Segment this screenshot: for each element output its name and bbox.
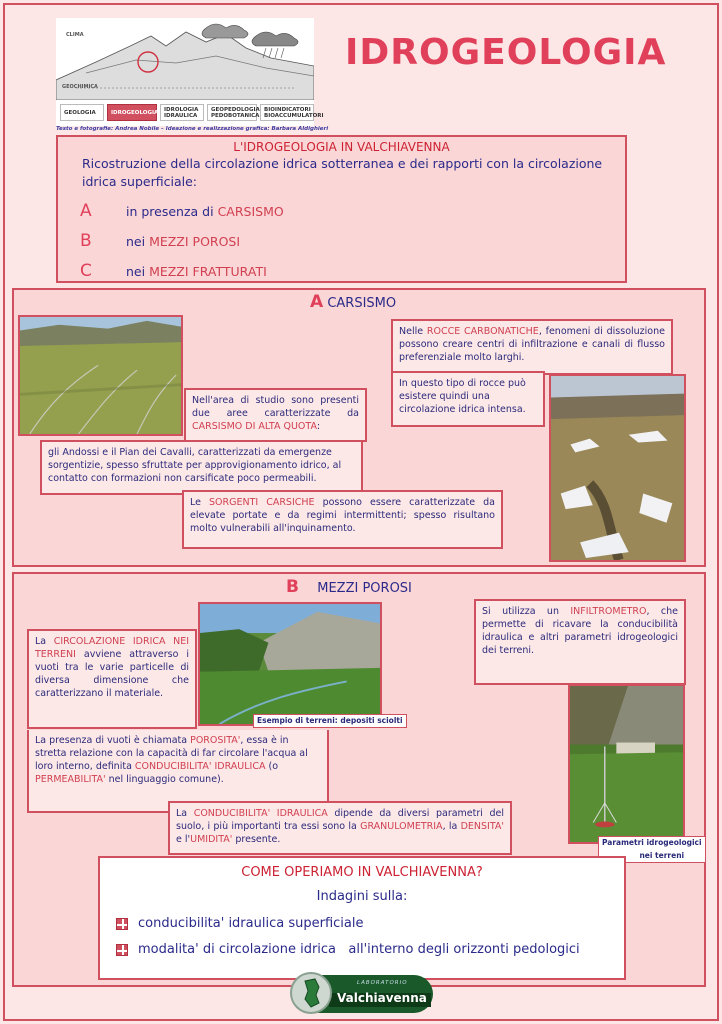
text-box-infiltrometro (474, 599, 686, 685)
text-segment: La (35, 636, 54, 647)
intro-item-highlight: MEZZI POROSI (149, 233, 241, 249)
logo-top-text: LABORATORIO (357, 980, 408, 986)
highlight-conducibilita: CONDUCIBILITA' IDRAULICA (193, 808, 328, 819)
section-letter: A (310, 292, 324, 312)
text-segment: La presenza di vuoti è chiamata (35, 735, 191, 746)
photo-valley-deposits (198, 602, 382, 726)
grid-bullet-icon (116, 918, 128, 930)
intro-item-c (80, 261, 267, 281)
text-segment: : (316, 421, 321, 432)
intro-item-prefix: in presenza di (126, 203, 218, 219)
text-box-sorgenti-carsiche (182, 490, 503, 549)
page-title: IDROGEOLOGIA (345, 32, 667, 73)
caption-depositi-sciolti: Esempio di terreni: depositi sciolti (253, 714, 407, 728)
text-segment: possono essere caratterizzate da elevate portate e da regimi intermittenti; spesso risultano molto vulnerabili all'inquinamento. (190, 497, 495, 534)
tab-idrologia[interactable]: IDROLOGIA IDRAULICA (160, 104, 204, 121)
text-segment: e l' (176, 834, 191, 845)
text-segment: Le (190, 497, 209, 508)
text-segment: , che permette di ricavare la conducibilità idraulica e altri parametri idrogeologici dei terreni. (482, 606, 678, 656)
section-title: MEZZI POROSI (317, 581, 412, 596)
intro-item-a (80, 201, 284, 221)
laboratorio-valchiavenna-logo (289, 969, 435, 1015)
how-we-operate-title: COME OPERIAMO IN VALCHIAVENNA? (241, 865, 483, 880)
highlight-sorgenti-carsiche: SORGENTI CARSICHE (209, 497, 315, 508)
text-box-andossi (40, 440, 363, 495)
caption-line: nei terreni (639, 851, 685, 860)
highlight-conducibilita: CONDUCIBILITA' IDRAULICA (134, 761, 266, 772)
list-item (116, 942, 580, 957)
text-segment: Nell'area di studio sono presenti due aree caratterizzate da (192, 395, 359, 419)
diagram-label-clima: CLIMA (66, 32, 84, 38)
intro-item-prefix: nei (126, 233, 150, 249)
text-segment: In questo tipo di rocce può esistere quindi una circolazione idrica intensa. (399, 378, 526, 415)
how-we-operate-subtitle: Indagini sulla: (316, 889, 408, 904)
text-segment: (o (265, 761, 279, 772)
how-we-operate-box (98, 856, 626, 980)
text-box-carsismo-aree (184, 388, 367, 442)
intro-item-highlight: MEZZI FRATTURATI (149, 263, 267, 279)
highlight-rocce-carbonatiche: ROCCE CARBONATICHE (426, 326, 539, 337)
list-item-label: conducibilita' idraulica superficiale (138, 916, 364, 931)
highlight-carsismo-alta-quota: CARSISMO DI ALTA QUOTA (192, 421, 317, 432)
intro-item-prefix: nei (126, 263, 150, 279)
intro-item-highlight: CARSISMO (217, 203, 284, 219)
intro-heading: L'IDROGEOLOGIA IN VALCHIAVENNA (233, 140, 450, 154)
tab-geopedologia[interactable]: GEOPEDOLOGIA PEDOBOTANICA (207, 104, 257, 121)
header-diagram-panel (56, 18, 324, 126)
tab-idrogeologia[interactable]: IDROGEOLOGIA (107, 104, 157, 121)
highlight-umidita: UMIDITA' (190, 834, 233, 845)
section-b-heading (286, 577, 412, 597)
highlight-densita: DENSITA' (460, 821, 504, 832)
photo-karst-snow (549, 374, 686, 562)
highlight-permeabilita: PERMEABILITA' (35, 774, 106, 785)
photo-karst-meadow (18, 315, 183, 436)
intro-letter: B (80, 231, 92, 251)
diagram-label-geochimica: GEOCHIMICA (62, 84, 98, 90)
list-item-label: modalita' di circolazione idrica all'interno degli orizzonti pedologici (138, 942, 580, 957)
section-title: CARSISMO (327, 296, 397, 311)
text-segment: Nelle (399, 326, 427, 337)
text-segment: nel linguaggio comune). (105, 774, 224, 785)
text-segment: , essa è in stretta relazione con la capacità di far circolare l'acqua al loro interno, definita (35, 735, 308, 772)
logo-name: Valchiavenna (337, 991, 427, 1005)
intro-text: Ricostruzione della circolazione idrica sotterranea e dei rapporti con la circolazione idrica superficiale: (82, 156, 603, 189)
intro-item-b (80, 231, 240, 251)
highlight-circolazione-idrica: CIRCOLAZIONE IDRICA NEI TERRENI (35, 636, 189, 660)
text-box-conducibilita-parametri (168, 801, 512, 855)
text-segment: , fenomeni di dissoluzione possono creare centri di infiltrazione e canali di flusso preferenziale molto larghi. (399, 326, 665, 363)
section-letter: B (286, 577, 299, 597)
text-box-circolazione-intensa (391, 371, 545, 427)
text-box-circolazione-terreni (27, 629, 197, 729)
grid-bullet-icon (116, 944, 128, 956)
intro-letter: A (80, 201, 92, 221)
text-segment: avviene attraverso i vuoti tra le varie particelle di diversa dimensione che caratterizzano il materiale. (35, 649, 189, 699)
intro-letter: C (80, 261, 92, 281)
list-item (116, 916, 363, 931)
intro-box (56, 135, 627, 283)
highlight-granulometria: GRANULOMETRIA (360, 821, 443, 832)
photo-infiltrometro-field (568, 684, 685, 844)
text-segment: dipende da diversi parametri del suolo, i più importanti tra essi sono la (176, 808, 504, 832)
tab-bioindicatori[interactable]: BIOINDICATORI BIOACCUMULATORI (260, 104, 314, 121)
text-segment: La (176, 808, 194, 819)
caption-line: Parametri idrogeologici (602, 838, 702, 847)
credits-line: Testo e fotografie: Andrea Nobile – Ideazione e realizzazione grafica: Barbara Aldighieri (56, 126, 329, 132)
section-a-heading (310, 292, 396, 312)
text-segment: gli Andossi e il Pian dei Cavalli, caratterizzati da emergenze sorgentizie, spesso sfruttate per approvigionamento idrico, al contatto con formazioni non carsificate poco permeabili. (48, 447, 342, 484)
text-segment: Si utilizza un (482, 606, 571, 617)
highlight-porosita: POROSITA' (190, 735, 241, 746)
text-segment: presente. (232, 834, 281, 845)
text-box-rocce-carbonatiche (391, 319, 673, 375)
topic-tabs (60, 104, 324, 121)
text-segment: , la (442, 821, 461, 832)
highlight-infiltrometro: INFILTROMETRO (570, 606, 647, 617)
tab-geologia[interactable]: GEOLOGIA (60, 104, 104, 121)
